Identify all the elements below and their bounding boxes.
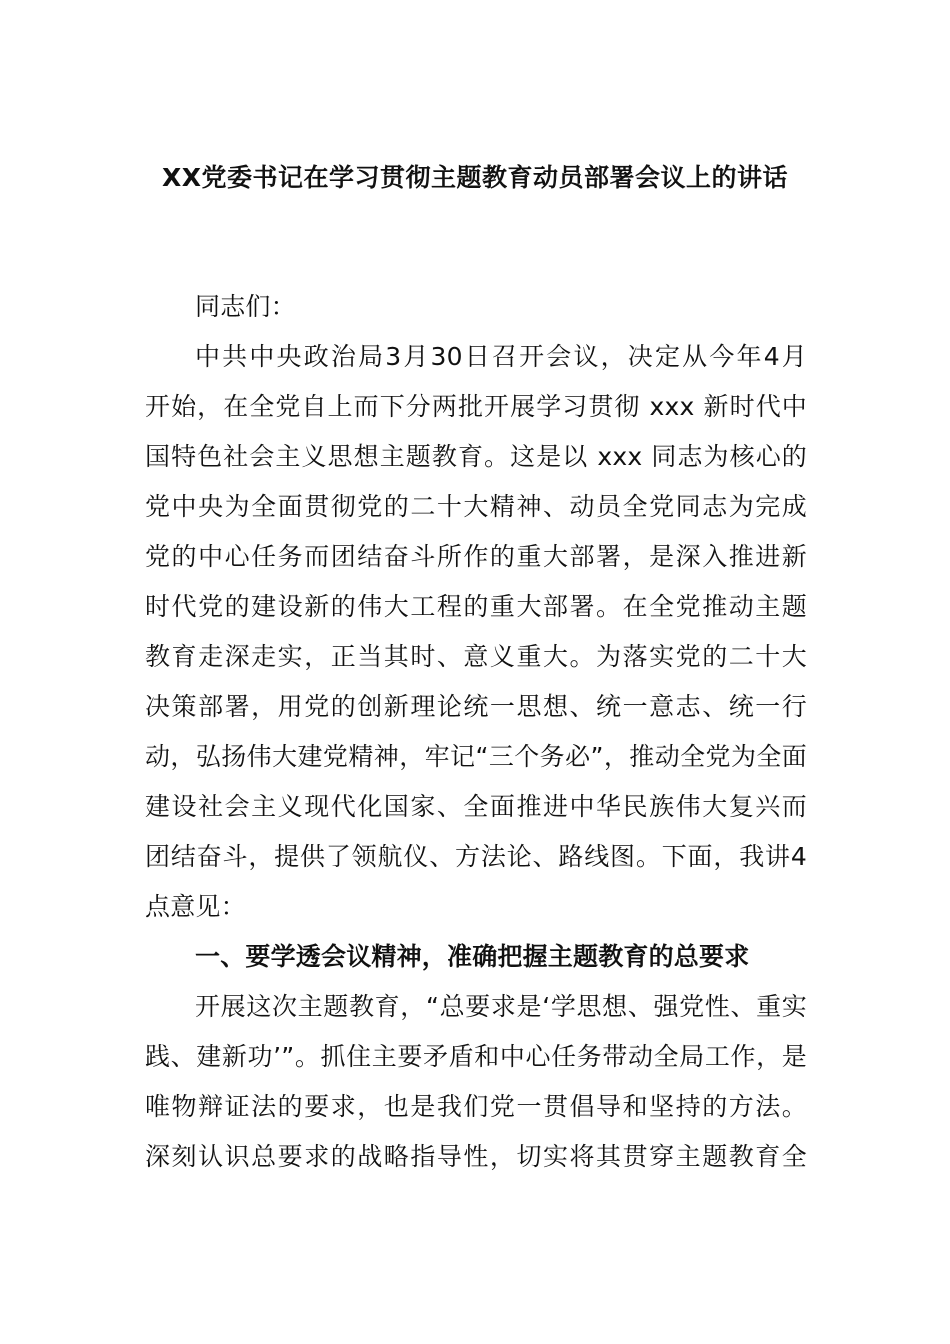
greeting: 同志们：	[195, 292, 296, 321]
document-title: XX党委书记在学习贯彻主题教育动员部署会议上的讲话	[161, 163, 789, 192]
paragraph-line: 深刻认识总要求的战略指导性，切实将其贯穿主题教育全	[145, 1142, 807, 1171]
paragraph-line: 建设社会主义现代化国家、全面推进中华民族伟大复兴而	[145, 792, 807, 821]
paragraph-line: 团结奋斗，提供了领航仪、方法论、路线图。下面，我讲4	[145, 842, 807, 871]
paragraph-line: 开展这次主题教育，“总要求是‘学思想、强党性、重实	[195, 992, 807, 1021]
paragraph-line: 党的中心任务而团结奋斗所作的重大部署，是深入推进新	[145, 542, 807, 571]
paragraph-line: 开始，在全党自上而下分两批开展学习贯彻 xxx 新时代中	[145, 392, 807, 421]
paragraph-line: 动，弘扬伟大建党精神，牢记“三个务必”，推动全党为全面	[145, 742, 807, 771]
document-body	[145, 282, 807, 1182]
paragraph-1	[145, 332, 807, 932]
paragraph-line: 党中央为全面贯彻党的二十大精神、动员全党同志为完成	[145, 492, 807, 521]
paragraph-line: 践、建新功’”。抓住主要矛盾和中心任务带动全局工作，是	[145, 1042, 807, 1071]
paragraph-line: 点意见：	[145, 892, 246, 921]
paragraph-line: 教育走深走实，正当其时、意义重大。为落实党的二十大	[145, 642, 807, 671]
paragraph-line: 决策部署，用党的创新理论统一思想、统一意志、统一行	[145, 692, 807, 721]
paragraph-line: 国特色社会主义思想主题教育。这是以 xxx 同志为核心的	[145, 442, 807, 471]
paragraph-line: 时代党的建设新的伟大工程的重大部署。在全党推动主题	[145, 592, 807, 621]
section-heading-1: 一、要学透会议精神，准确把握主题教育的总要求	[195, 942, 750, 971]
paragraph-2	[145, 982, 807, 1182]
paragraph-line: 中共中央政治局3月30日召开会议，决定从今年4月	[195, 342, 807, 371]
paragraph-line: 唯物辩证法的要求，也是我们党一贯倡导和坚持的方法。	[145, 1092, 807, 1121]
